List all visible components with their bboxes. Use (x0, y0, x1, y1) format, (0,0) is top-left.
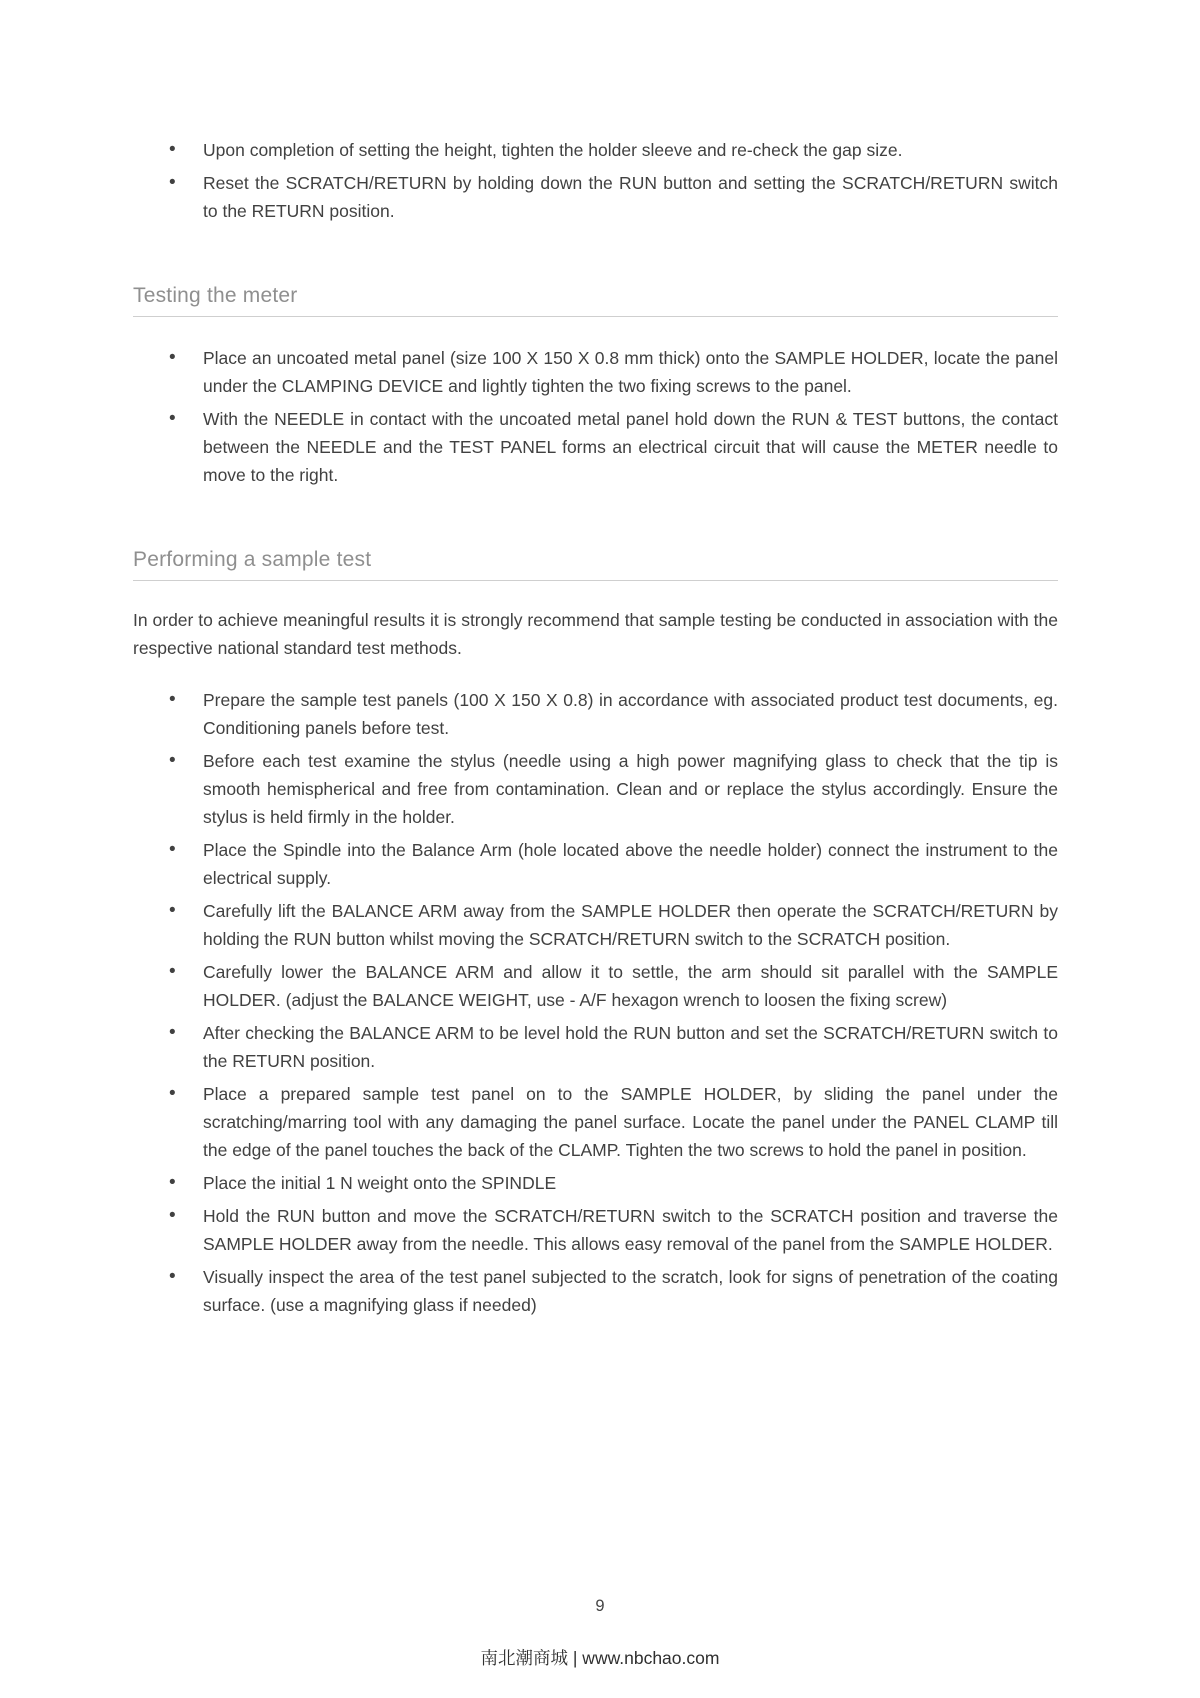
intro-bullet-list (133, 136, 1058, 225)
site-footer (0, 1646, 1200, 1670)
list-item: • Carefully lift the BALANCE ARM away from the SAMPLE HOLDER then operate the SCRATCH/RETURN by holding the RUN button whilst moving the SCRATCH/RETURN switch to the SCRATCH position. (133, 897, 1058, 953)
list-item: • Before each test examine the stylus (needle using a high power magnifying glass to check that the tip is smooth hemispherical and free from contamination. Clean and or replace the stylus accordingly. Ensure the stylus is held firmly in the holder. (133, 747, 1058, 831)
list-item: • Reset the SCRATCH/RETURN by holding down the RUN button and setting the SCRATCH/RETURN switch to the RETURN position. (133, 169, 1058, 225)
page-content (133, 136, 1058, 1319)
list-item: • With the NEEDLE in contact with the uncoated metal panel hold down the RUN & TEST buttons, the contact between the NEEDLE and the TEST PANEL forms an electrical circuit that will cause the METER needle to move to the right. (133, 405, 1058, 489)
section-title-performing-a-sample-test: Performing a sample test (133, 548, 372, 571)
list-item: • Visually inspect the area of the test panel subjected to the scratch, look for signs of penetration of the coating surface. (use a magnifying glass if needed) (133, 1263, 1058, 1319)
section-divider (133, 580, 1058, 581)
list-item: • Prepare the sample test panels (100 X 150 X 0.8) in accordance with associated product test documents, eg. Conditioning panels before test. (133, 686, 1058, 742)
list-item: • After checking the BALANCE ARM to be level hold the RUN button and set the SCRATCH/RETURN switch to the RETURN position. (133, 1019, 1058, 1075)
sample-test-bullet-list (133, 686, 1058, 1319)
list-item: • Place a prepared sample test panel on to the SAMPLE HOLDER, by sliding the panel under the scratching/marring tool with any damaging the panel surface. Locate the panel under the PANEL CLAMP till the edge of the panel touches the back of the CLAMP. Tighten the two screws to hold the panel in position. (133, 1080, 1058, 1164)
testing-the-meter-bullet-list (133, 344, 1058, 489)
list-item: • Carefully lower the BALANCE ARM and allow it to settle, the arm should sit parallel with the SAMPLE HOLDER. (adjust the BALANCE WEIGHT, use - A/F hexagon wrench to loosen the fixing screw) (133, 958, 1058, 1014)
list-item: • Upon completion of setting the height, tighten the holder sleeve and re-check the gap size. (133, 136, 1058, 164)
list-item: • Place an uncoated metal panel (size 100 X 150 X 0.8 mm thick) onto the SAMPLE HOLDER, locate the panel under the CLAMPING DEVICE and lightly tighten the two fixing screws to the panel. (133, 344, 1058, 400)
list-item: • Place the Spindle into the Balance Arm (hole located above the needle holder) connect the instrument to the electrical supply. (133, 836, 1058, 892)
section-intro-paragraph: In order to achieve meaningful results it is strongly recommend that sample testing be conducted in association with the respective national standard test methods. (133, 610, 1058, 658)
list-item: • Hold the RUN button and move the SCRATCH/RETURN switch to the SCRATCH position and traverse the SAMPLE HOLDER away from the needle. This allows easy removal of the panel from the SAMPLE HOLDER. (133, 1202, 1058, 1258)
section-title-testing-the-meter: Testing the meter (133, 284, 298, 307)
page-number: 9 (595, 1597, 605, 1615)
site-footer-text: 南北潮商城 | www.nbchao.com (480, 1648, 720, 1668)
section-divider (133, 316, 1058, 317)
list-item: • Place the initial 1 N weight onto the SPINDLE (133, 1169, 1058, 1197)
